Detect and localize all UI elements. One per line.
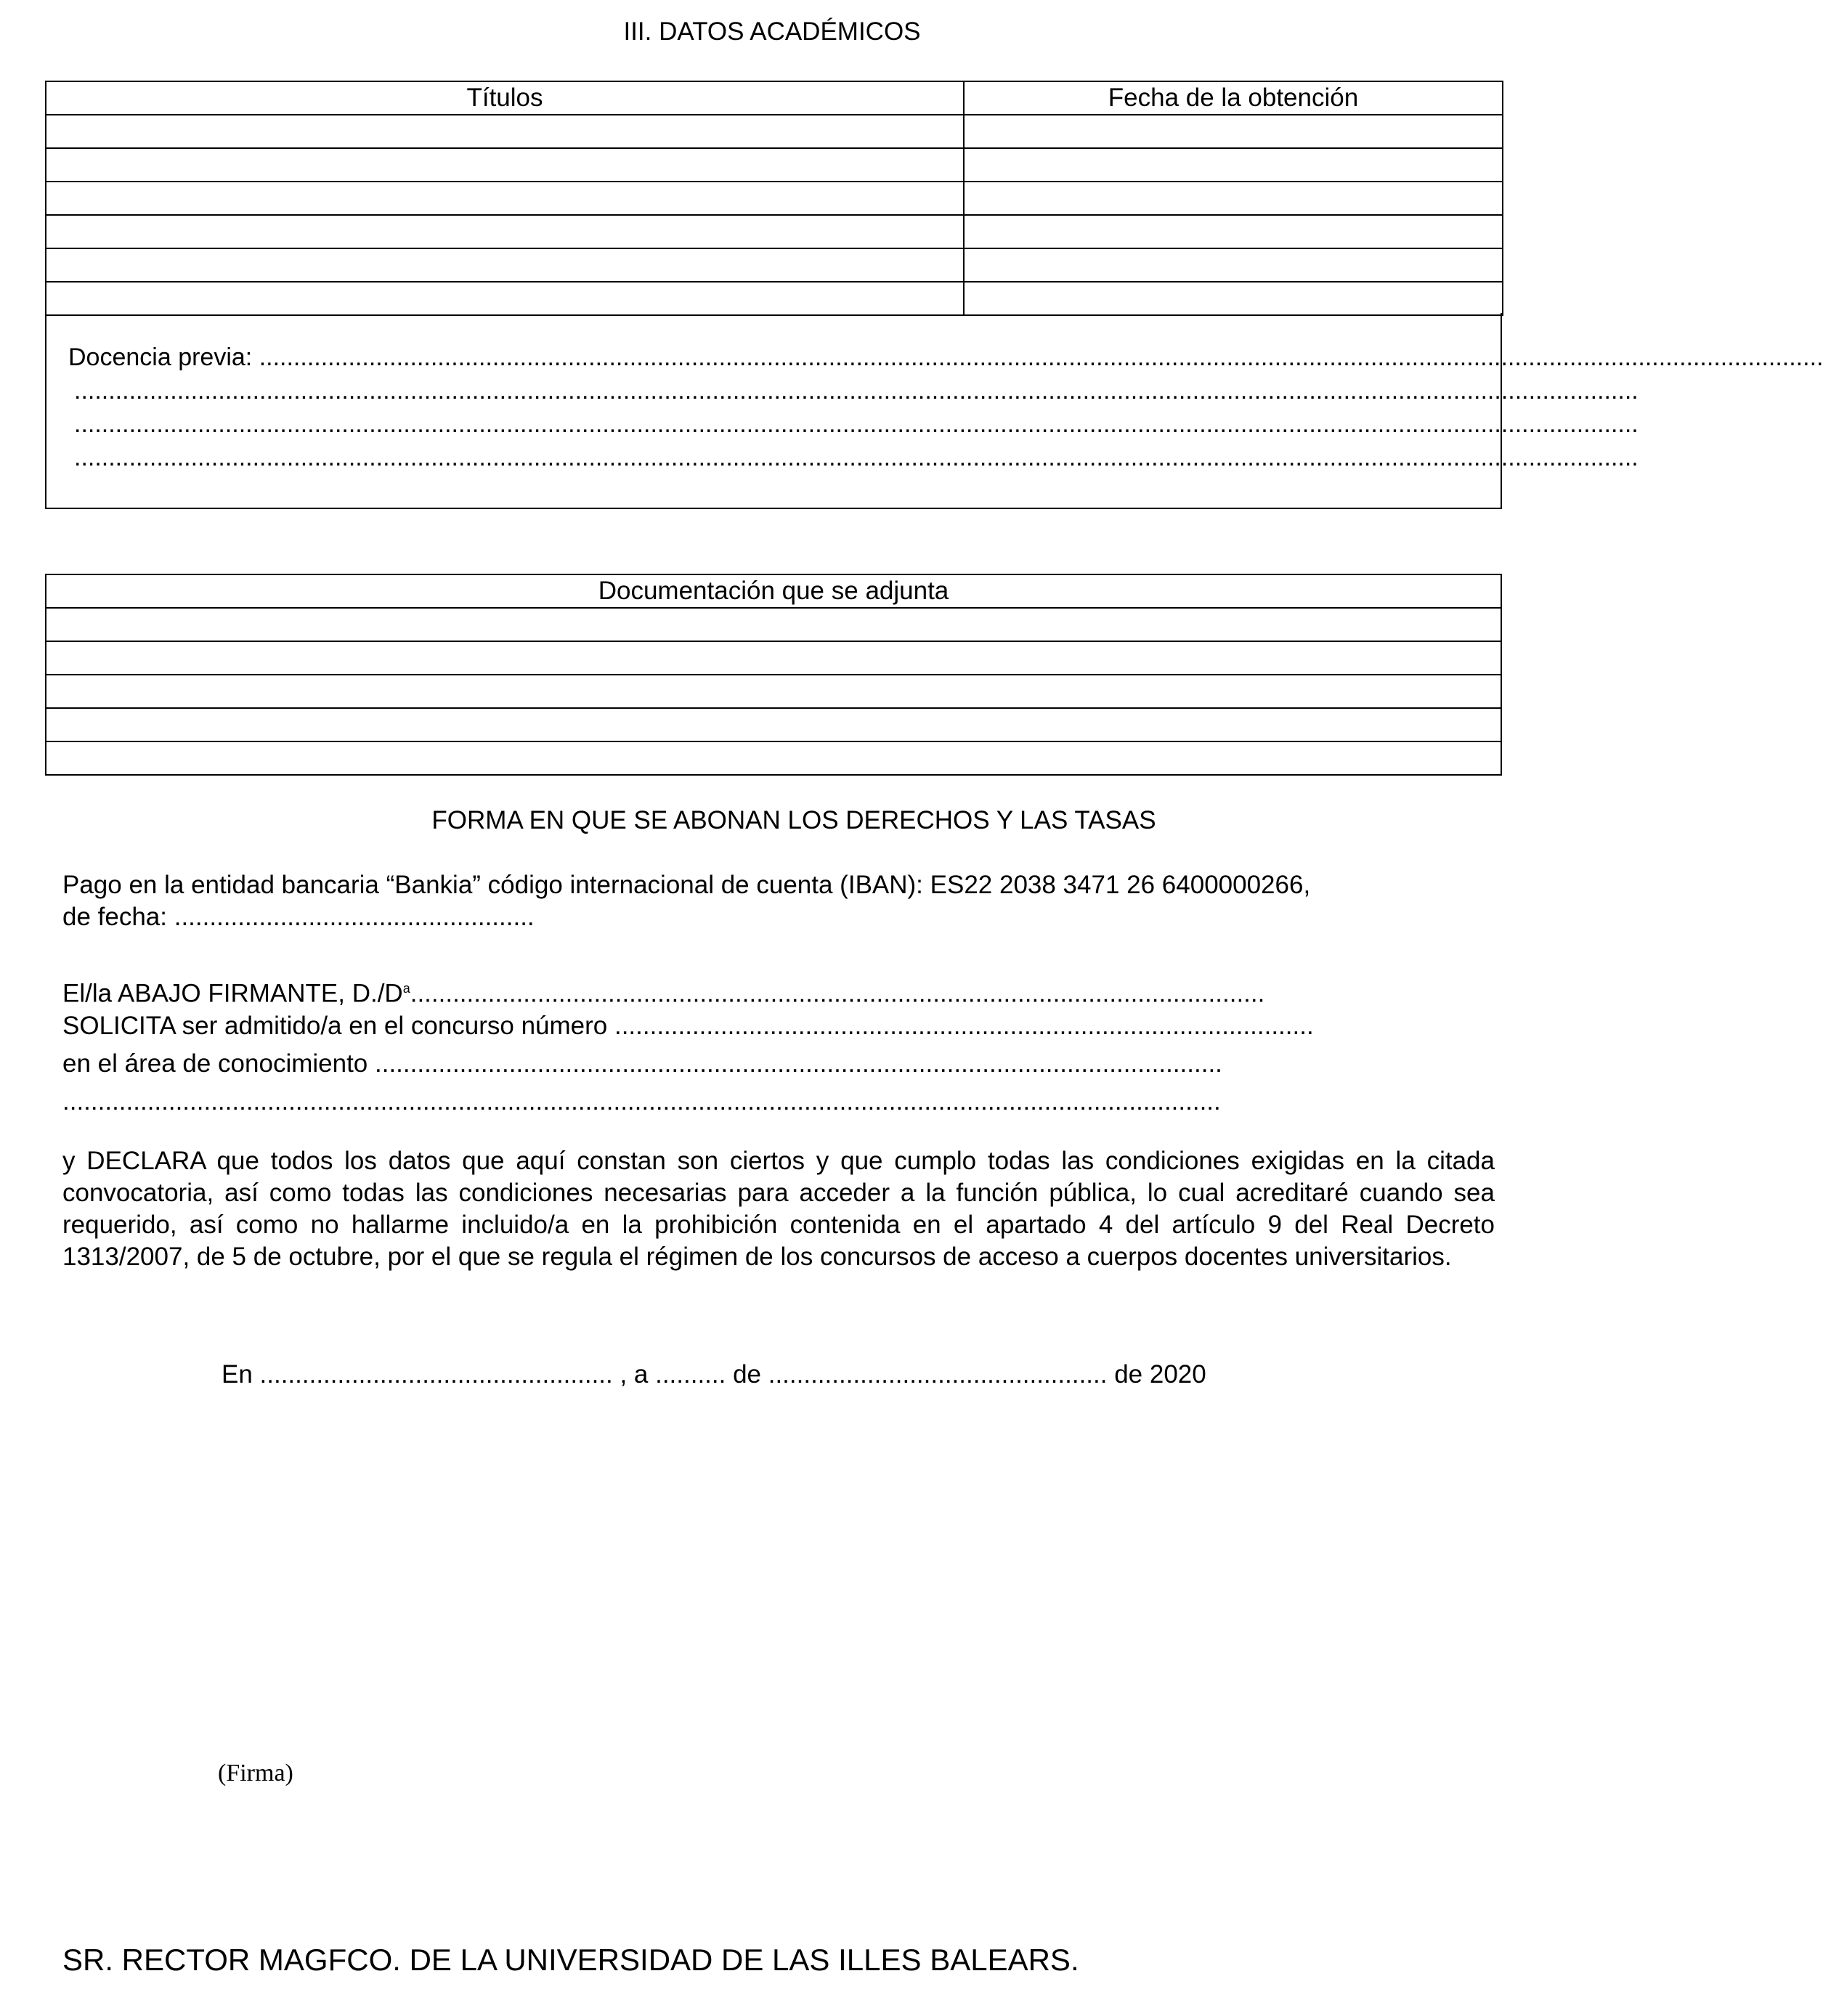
fecha-field[interactable] xyxy=(964,215,1503,248)
table-row xyxy=(46,115,1503,148)
signer-block xyxy=(62,970,1442,1121)
fecha-field[interactable] xyxy=(964,182,1503,215)
addressee: SR. RECTOR MAGFCO. DE LA UNIVERSIDAD DE LAS ILLES BALEARS. xyxy=(62,1943,1079,1977)
document-field[interactable] xyxy=(46,708,1501,741)
firmante-sup: a xyxy=(402,981,410,996)
table-row xyxy=(46,708,1501,741)
column-header-titulos: Títulos xyxy=(46,81,964,115)
table-header-row xyxy=(46,574,1501,608)
titulo-field[interactable] xyxy=(46,282,964,315)
table-row xyxy=(46,741,1501,775)
payment-iban-line: Pago en la entidad bancaria “Bankia” código internacional de cuenta (IBAN): ES22 2038 3471 26 6400000266, xyxy=(62,871,1311,899)
table-row xyxy=(46,148,1503,182)
solicita-line[interactable]: SOLICITA ser admitido/a en el concurso número ................................................................................................... xyxy=(62,1012,1314,1040)
titulo-field[interactable] xyxy=(46,148,964,182)
titulo-field[interactable] xyxy=(46,115,964,148)
signature-label: (Firma) xyxy=(218,1760,293,1787)
firmante-label: El/la ABAJO FIRMANTE, D./D xyxy=(62,979,403,1008)
column-header-fecha: Fecha de la obtención xyxy=(964,81,1503,115)
table-row xyxy=(46,641,1501,675)
document-field[interactable] xyxy=(46,675,1501,708)
area-extra-line[interactable]: .................................................................................................................................................................... xyxy=(62,1087,1221,1115)
docencia-line xyxy=(68,341,1823,374)
fecha-field[interactable] xyxy=(964,282,1503,315)
fecha-field[interactable] xyxy=(964,148,1503,182)
dotted-fill: ......................................................................................................................... xyxy=(410,979,1265,1008)
payment-info xyxy=(62,869,1501,933)
payment-date-line[interactable]: de fecha: ................................................... xyxy=(62,903,535,931)
table-row xyxy=(46,182,1503,215)
table-row xyxy=(46,675,1501,708)
table-row xyxy=(46,248,1503,282)
table-row xyxy=(46,215,1503,248)
documentation-table xyxy=(45,574,1502,776)
area-line[interactable]: en el área de conocimiento ........................................................................................................................ xyxy=(62,1049,1222,1078)
document-field[interactable] xyxy=(46,641,1501,675)
table-row xyxy=(46,282,1503,315)
dotted-fill: .................................................................................................................................................................................................................................... xyxy=(259,344,1823,371)
titulo-field[interactable] xyxy=(46,182,964,215)
docencia-label: Docencia previa: xyxy=(68,344,253,371)
firmante-line[interactable] xyxy=(62,970,1442,1007)
declaration-paragraph: y DECLARA que todos los datos que aquí constan son ciertos y que cumplo todas las condiciones exigidas en la citada convocatoria, así como todas las condiciones necesarias para acceder a la función pública, lo cual acreditaré cuando sea requerido, así como no hallarme incluido/a en la prohibición contenida en el apartado 4 del artículo 9 del Real Decreto 1313/2007, de 5 de octubre, por el que se regula el régimen de los concursos de acceso a cuerpos docentes universitarios. xyxy=(62,1147,1495,1271)
docencia-previa-box[interactable] xyxy=(45,313,1823,509)
fecha-field[interactable] xyxy=(964,248,1503,282)
place-date-line[interactable]: En .................................................. , a .......... de ................................................ de 2020 xyxy=(222,1360,1206,1389)
column-header-documentacion: Documentación que se adjunta xyxy=(46,574,1501,608)
section-title: III. DATOS ACADÉMICOS xyxy=(623,17,921,46)
fecha-field[interactable] xyxy=(964,115,1503,148)
titulo-field[interactable] xyxy=(46,248,964,282)
docencia-line: .................................................................................................................................................................................................................................... xyxy=(74,410,1639,438)
docencia-line: .................................................................................................................................................................................................................................... xyxy=(74,444,1639,471)
table-header-row xyxy=(46,81,1503,115)
docencia-line: .................................................................................................................................................................................................................................... xyxy=(74,377,1639,405)
table-row xyxy=(46,608,1501,641)
payment-section-title: FORMA EN QUE SE ABONAN LOS DERECHOS Y LAS TASAS xyxy=(431,806,1156,834)
document-field[interactable] xyxy=(46,741,1501,775)
academic-titles-table xyxy=(45,81,1503,316)
titulo-field[interactable] xyxy=(46,215,964,248)
document-field[interactable] xyxy=(46,608,1501,641)
